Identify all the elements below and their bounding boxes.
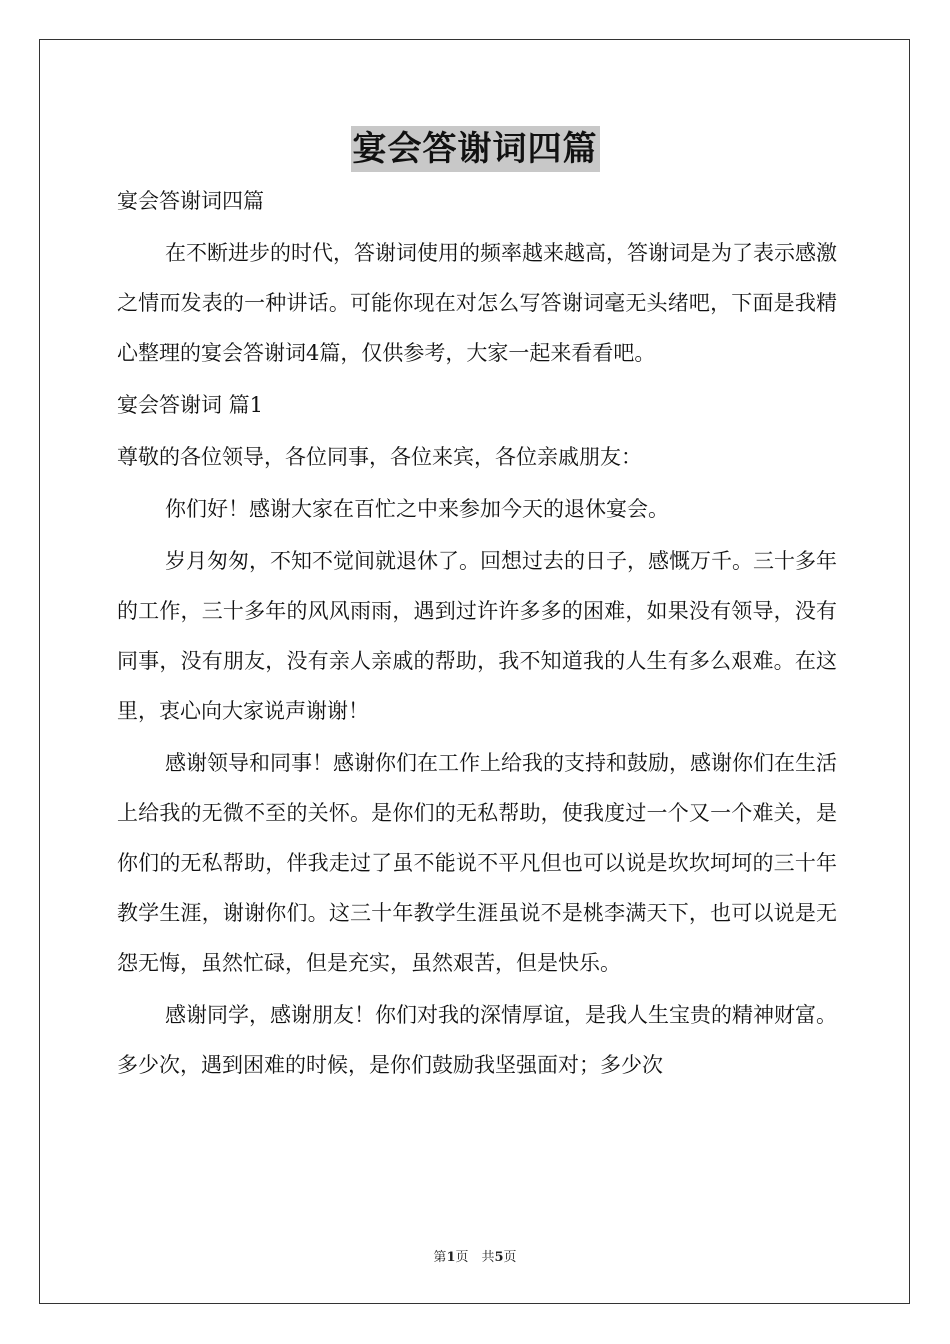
subtitle-paragraph: 宴会答谢词四篇 <box>117 189 264 213</box>
footer-mid: 页 共 <box>455 1250 495 1265</box>
total-page-number: 5 <box>494 1250 504 1265</box>
section-heading: 宴会答谢词 篇1 <box>117 393 264 417</box>
body-paragraph: 感谢同学，感谢朋友！你们对我的深情厚谊，是我人生宝贵的精神财富。多少次，遇到困难的时候，是你们鼓励我坚强面对；多少次 <box>117 1003 837 1077</box>
footer-suffix: 页 <box>503 1250 517 1265</box>
document-body <box>117 176 837 1092</box>
page-footer <box>0 1246 950 1265</box>
title-container <box>0 126 950 172</box>
body-paragraph: 岁月匆匆，不知不觉间就退休了。回想过去的日子，感慨万千。三十多年的工作，三十多年的风风雨雨，遇到过许许多多的困难，如果没有领导，没有同事，没有朋友，没有亲人亲戚的帮助，我不知道我的人生有多么艰难。在这里，衷心向大家说声谢谢！ <box>117 549 837 723</box>
salutation-paragraph: 尊敬的各位领导，各位同事，各位来宾，各位亲戚朋友： <box>117 445 642 469</box>
greeting-paragraph: 你们好！感谢大家在百忙之中来参加今天的退休宴会。 <box>165 497 669 521</box>
intro-paragraph: 在不断进步的时代，答谢词使用的频率越来越高，答谢词是为了表示感激之情而发表的一种讲话。可能你现在对怎么写答谢词毫无头绪吧，下面是我精心整理的宴会答谢词4篇，仅供参考，大家一起来看看吧。 <box>117 241 837 365</box>
current-page-number: 1 <box>446 1250 456 1265</box>
document-title: 宴会答谢词四篇 <box>351 126 600 172</box>
body-paragraph: 感谢领导和同事！感谢你们在工作上给我的支持和鼓励，感谢你们在生活上给我的无微不至的关怀。是你们的无私帮助，使我度过一个又一个难关，是你们的无私帮助，伴我走过了虽不能说不平凡但也可以说是坎坎坷坷的三十年教学生涯，谢谢你们。这三十年教学生涯虽说不是桃李满天下，也可以说是无怨无悔，虽然忙碌，但是充实，虽然艰苦，但是快乐。 <box>117 751 837 975</box>
footer-prefix: 第 <box>433 1250 447 1265</box>
